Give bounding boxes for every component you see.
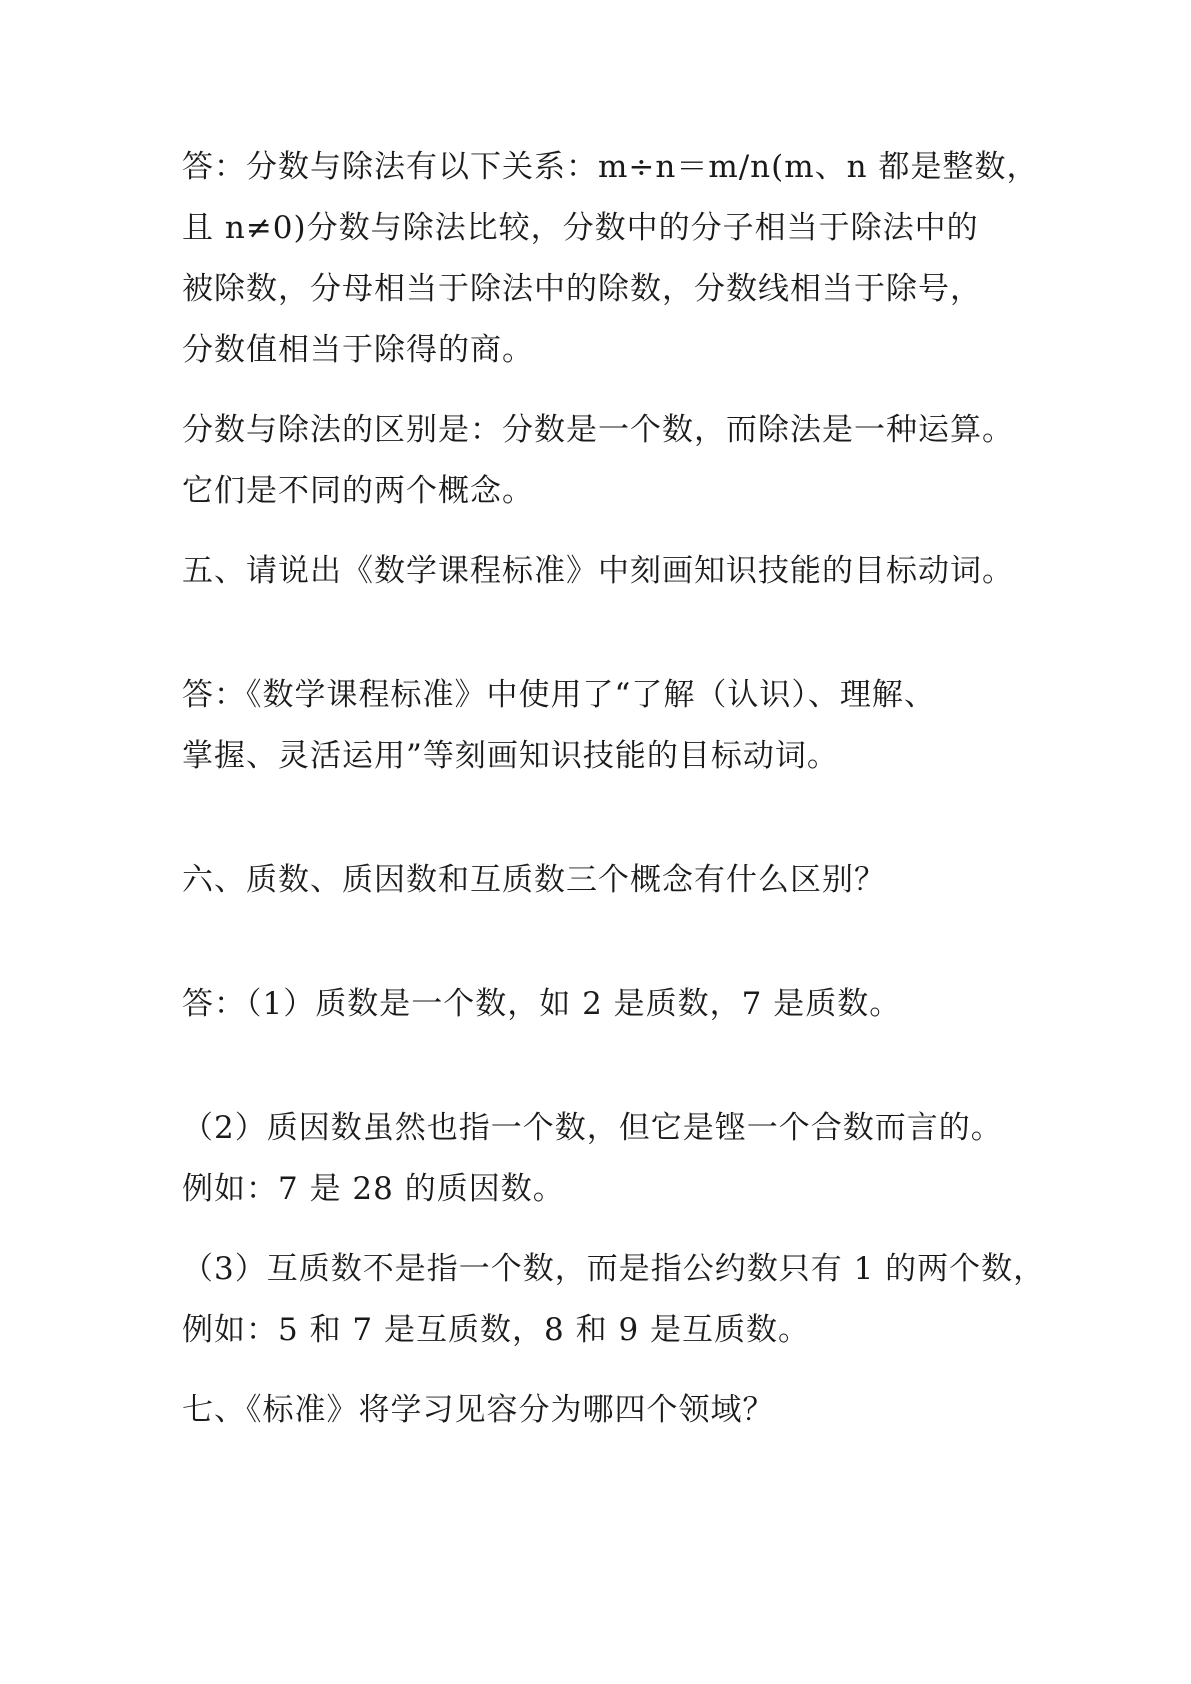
answer-4-difference-line-2: 它们是不同的两个概念。 <box>182 473 534 509</box>
answer-4-difference-line-1: 分数与除法的区别是：分数是一个数，而除法是一种运算。 <box>182 412 1014 448</box>
answer-6-item-2-line-1: （2）质因数虽然也指一个数，但它是铿一个合数而言的。 <box>182 1110 1003 1146</box>
answer-4-line-4: 分数值相当于除得的商。 <box>182 332 534 368</box>
question-7-heading: 七、《标准》将学习见容分为哪四个领域？ <box>182 1392 775 1428</box>
question-6-heading: 六、质数、质因数和互质数三个概念有什么区别？ <box>182 862 886 898</box>
answer-6-item-3-line-1: （3）互质数不是指一个数，而是指公约数只有 1 的两个数， <box>182 1251 1046 1287</box>
answer-6-item-2-line-2: 例如：7 是 28 的质因数。 <box>182 1171 565 1207</box>
answer-6-item-1: 答：（1）质数是一个数，如 2 是质数，7 是质数。 <box>182 986 902 1022</box>
answer-4-line-3: 被除数，分母相当于除法中的除数，分数线相当于除号， <box>182 271 982 307</box>
answer-4-line-1: 答：分数与除法有以下关系：m÷n＝m/n(m、n 都是整数， <box>182 149 1039 185</box>
answer-6-item-3-line-2: 例如：5 和 7 是互质数，8 和 9 是互质数。 <box>182 1312 811 1348</box>
answer-5-line-2: 掌握、灵活运用”等刻画知识技能的目标动词。 <box>182 738 839 774</box>
answer-5-line-1: 答：《数学课程标准》中使用了“了解（认识）、理解、 <box>182 677 936 713</box>
question-5-heading: 五、请说出《数学课程标准》中刻画知识技能的目标动词。 <box>182 553 1014 589</box>
answer-4-line-2: 且 n≠0)分数与除法比较，分数中的分子相当于除法中的 <box>182 210 979 246</box>
